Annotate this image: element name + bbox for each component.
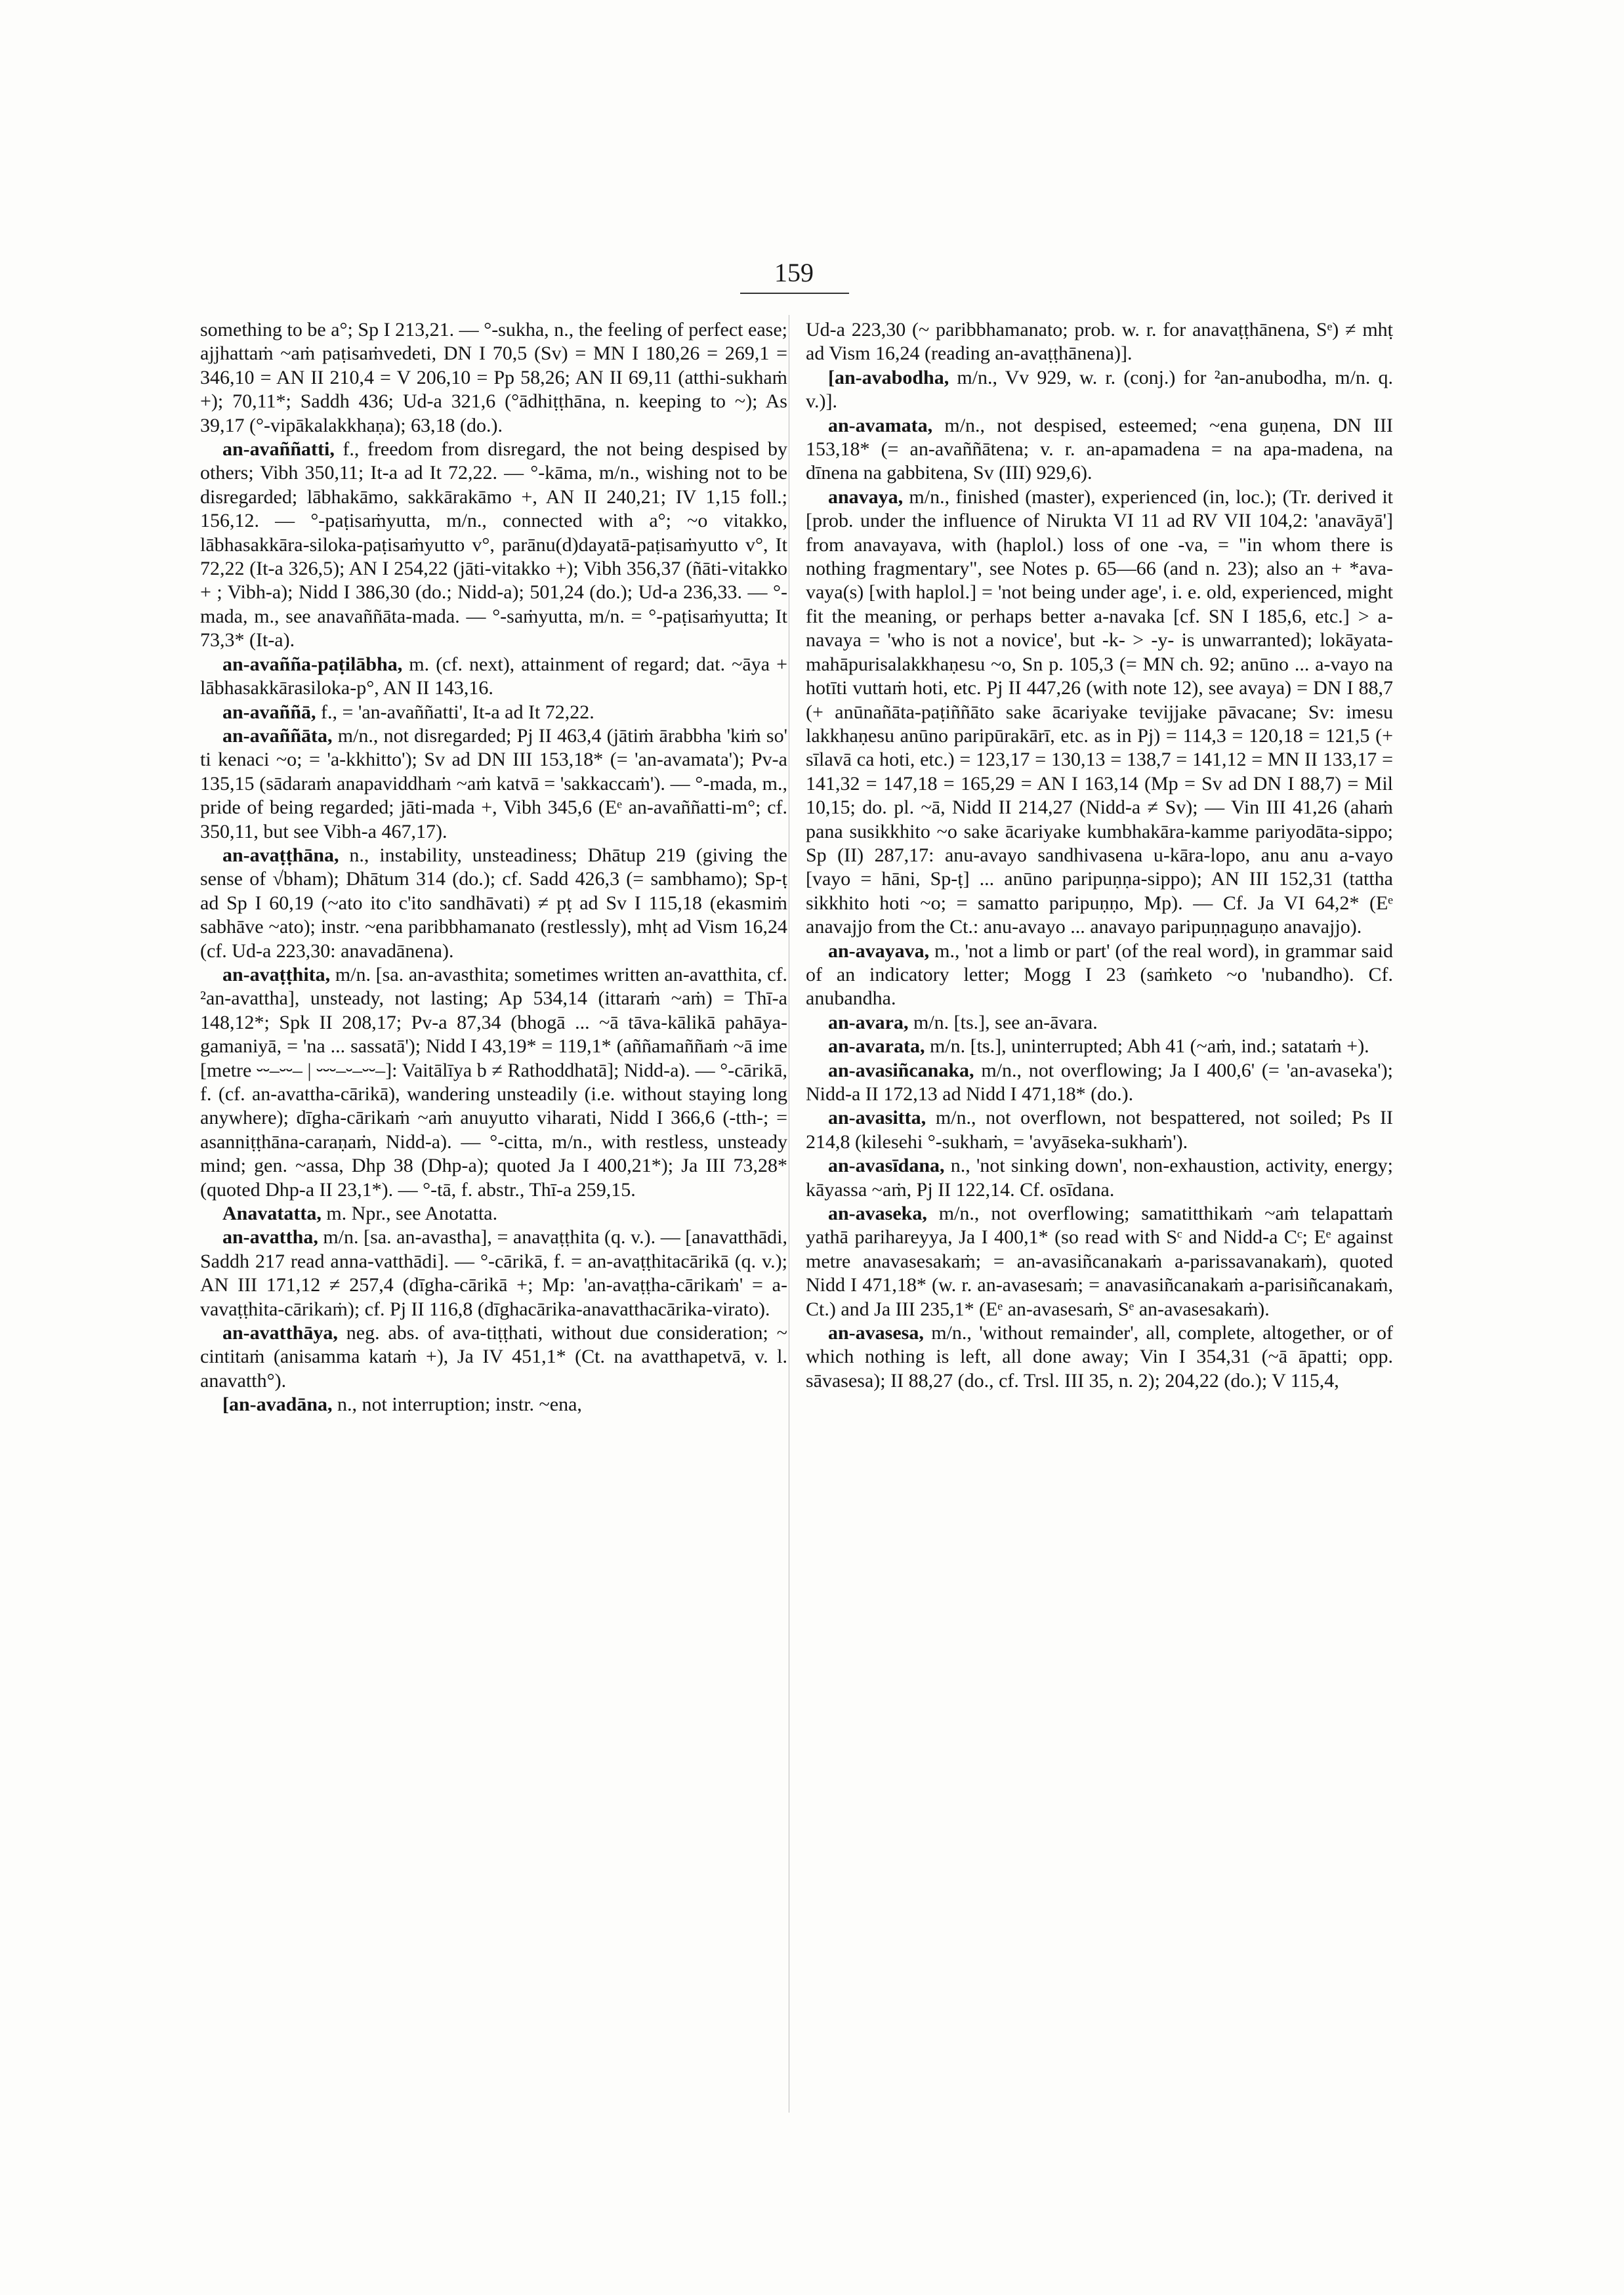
entry-headword: anavaya,: [828, 486, 904, 508]
entry-continuation: [806, 318, 1393, 366]
dictionary-entry: [200, 701, 787, 724]
entry-text: f., = 'an-avaññatti', It-a ad It 72,22.: [316, 701, 594, 723]
entry-headword: an-avasiñcanaka,: [828, 1059, 974, 1081]
entry-text: m/n., not overflowing; Ja I 400,6' (= 'an-avaseka'); Nidd-a II 172,13 ad Nidd I 471,18* (do.).: [806, 1059, 1393, 1105]
entry-text: m. Npr., see Anotatta.: [321, 1203, 498, 1225]
entry-headword: an-avarata,: [828, 1035, 925, 1058]
right-column: [806, 318, 1393, 2116]
entry-headword: Anavatatta,: [222, 1203, 322, 1225]
entry-text: m/n., not overflowing; samatitthikaṁ ~aṁ telapattaṁ yathā parihareyya, Ja I 400,1* (so read with Sᶜ and Nidd-a Cᶜ; Eᵉ against metre anavasesakaṁ; = an-avasiñcanakaṁ a-parissavanakaṁ), quoted Nidd I 471,18* (w. r. an-avasesaṁ; = anavasiñcanakaṁ a-parisiñcanakaṁ, Ct.) and Ja III 235,1* (Eᵉ an-avasesaṁ, Sᵉ an-avasesakaṁ).: [806, 1203, 1393, 1320]
entry-text: n., instability, unsteadiness; Dhātup 219 (giving the sense of √bham); Dhātum 314 (do.); cf. Sadd 426,3 (= sambhamo); Sp-ṭ ad Sp I 60,19 (~ato ito c'ito sandhāvati) ≠ pṭ ad Sv I 115,18 (ekasmiṁ sabhāve ~ato); instr. ~ena paribbhamanato (restlessly), mhṭ ad Vism 16,24 (cf. Ud-a 223,30: anavadānena).: [200, 844, 787, 962]
entry-text: m/n. [ts.], see an-āvara.: [908, 1011, 1098, 1033]
dictionary-entry: [200, 844, 787, 963]
entry-headword: an-avaññā,: [222, 701, 316, 723]
entry-text: n., 'not sinking down', non-exhaustion, activity, energy; kāyassa ~aṁ, Pj II 122,14. Cf. osīdana.: [806, 1155, 1393, 1201]
entry-text: m., 'not a limb or part' (of the real word), in grammar said of an indicatory letter; Mogg I 23 (saṁketo ~o 'nubandho). Cf. anubandha.: [806, 940, 1393, 1010]
entry-headword: an-avasīdana,: [828, 1155, 945, 1177]
entry-headword: an-avasesa,: [828, 1322, 924, 1344]
entry-headword: an-avasitta,: [828, 1107, 927, 1129]
entry-headword: an-avaṭṭhita,: [222, 963, 331, 985]
left-column: [200, 318, 787, 2116]
entry-text: m/n., not overflown, not bespattered, not soiled; Ps II 214,8 (kilesehi °-sukhaṁ, = 'avyāseka-sukhaṁ').: [806, 1107, 1393, 1153]
dictionary-entry: [806, 1011, 1393, 1035]
entry-headword: an-avamata,: [828, 414, 933, 436]
entry-headword: [an-avadāna,: [222, 1394, 333, 1416]
dictionary-entry: [200, 1202, 787, 1226]
entry-text: m/n., 'without remainder', all, complete, altogether, or of which nothing is left, all done away; Vin I 354,31 (~ā āpatti; opp. sāvasesa); II 88,27 (do., cf. Trsl. III 35, n. 2); 204,22 (do.); V 115,4,: [806, 1322, 1393, 1392]
dictionary-entry: [806, 1035, 1393, 1058]
dictionary-entry: [200, 1226, 787, 1321]
entry-text: n., not interruption; instr. ~ena,: [332, 1394, 582, 1416]
entry-headword: an-avara,: [828, 1011, 909, 1033]
entry-headword: an-avayava,: [828, 940, 930, 962]
entry-text: m/n. [ts.], uninterrupted; Abh 41 (~aṁ, ind.; satataṁ +).: [925, 1035, 1369, 1058]
dictionary-entry: [200, 438, 787, 653]
entry-text: f., freedom from disregard, the not being despised by others; Vibh 350,11; It-a ad It 72,22. — °-kāma, m/n., wishing not to be disregarded; lābhakāmo, sakkārakāmo +, AN II 240,21; IV 1,15 foll.; 156,12. — °-paṭisaṁyutta, m/n., connected with a°; ~o vitakko, lābhasakkāra-siloka-paṭisaṁyutto v°, parānu(d)dayatā-paṭisaṁyutto v°, It 72,22 (It-a 326,5); AN I 254,22 (jāti-vitakko +); Vibh 356,37 (ñāti-vitakko + ; Vibh-a); Nidd I 386,30 (do.; Nidd-a); 501,24 (do.); Ud-a 236,33. — °-mada, m., see anavaññāta-mada. — °-saṁyutta, m/n. = °-paṭisaṁyutta; It 73,3* (It-a).: [200, 438, 787, 651]
entry-text: neg. abs. of ava-tiṭṭhati, without due consideration; ~ cintitaṁ (anisamma kataṁ +), Ja IV 451,1* (Ct. na avatthapetvā, v. l. anavatth°).: [200, 1322, 787, 1392]
entry-text: m/n., Vv 929, w. r. (conj.) for ²an-anubodha, m/n. q. v.)].: [806, 366, 1393, 413]
dictionary-entry: [200, 963, 787, 1202]
entry-text: m/n. [sa. an-avasthita; sometimes written an-avatthita, cf. ²an-avattha], unsteady, not lasting; Ap 534,14 (ittaraṁ ~aṁ) = Thī-a 148,12*; Spk II 208,17; Pv-a 87,34 (bhogā ... ~ā tāva-kālikā pahāya-gamaniyā, = 'na ... sassatā'); Nidd I 43,19* = 119,1* (aññamaññaṁ ~ā ime [metre ⏑⏑–⏑⏑– | ⏑⏑⏑–⏑–⏑⏑–]: Vaitālīya b ≠ Rathoddhatā]; Nidd-a). — °-cārikā, f. (cf. an-avattha-cārikā), wandering unsteadily (i.e. without staying long anywhere); dīgha-cārikaṁ ~aṁ anuyutto viharati, Nidd I 366,6 (-tth-; = asanniṭṭhāna-caraṇaṁ, Nidd-a). — °-citta, m/n., with restless, unsteady mind; gen. ~assa, Dhp 38 (Dhp-a); quoted Ja I 400,21*); Ja III 73,28* (quoted Dhp-a II 23,1*). — °-tā, f. abstr., Thī-a 259,15.: [200, 963, 787, 1201]
dictionary-entry: [200, 1321, 787, 1393]
dictionary-entry: [200, 1393, 787, 1416]
dictionary-entry: [806, 1321, 1393, 1393]
dictionary-entry: [806, 940, 1393, 1011]
entry-headword: an-avañña-paṭilābha,: [222, 653, 403, 675]
dictionary-entry: [200, 653, 787, 701]
entry-continuation: [200, 318, 787, 438]
entry-headword: an-avatthāya,: [222, 1322, 338, 1344]
dictionary-entry: [806, 414, 1393, 486]
entry-headword: an-avaseka,: [828, 1203, 927, 1225]
dictionary-entry: [806, 366, 1393, 414]
page-number: 159: [774, 258, 814, 287]
dictionary-entry: [200, 724, 787, 844]
dictionary-entry: [806, 1202, 1393, 1321]
dictionary-entry: [806, 1059, 1393, 1107]
entry-headword: an-avaṭṭhāna,: [222, 844, 339, 866]
entry-headword: [an-avabodha,: [828, 366, 949, 388]
entry-text: m/n., not disregarded; Pj II 463,4 (jātiṁ ārabbha 'kiṁ so' ti kenaci ~o; = 'a-kkhitto'); Sv ad DN III 153,18* (= 'an-avamata'); Pv-a 135,15 (sādaraṁ anapaviddhaṁ ~aṁ katvā = 'sakkaccaṁ'). — °-mada, m., pride of being regarded; jāti-mada +, Vibh 345,6 (Eᵉ an-avaññatti-m°; cf. 350,11, but see Vibh-a 467,17).: [200, 724, 787, 842]
entry-text: m/n., finished (master), experienced (in, loc.); (Tr. derived it [prob. under the influence of Nirukta VI 11 ad RV VII 104,2: 'anavāyā'] from anavayava, with (haplol.) loss of one -va, = "in whom there is nothing fragmentary", see Notes p. 65—66 (and n. 23); also an + *ava-vaya(s) [with haplol.] = 'not being under age', i. e. old, experienced, might fit the meaning, or perhaps better a-navaka [cf. SN I 185,6, etc.] > a-navaya = 'who is not a novice', but -k- > -y- is unwarranted); lokāyata-mahāpurisalakkhaṇesu ~o, Sn p. 105,3 (= MN ch. 92; anūno ... a-vayo na hotīti vuttaṁ hoti, etc. Pj II 447,26 (with note 12), see avaya) = DN I 88,7 (+ anūnañāta-paṭiññāto sake ācariyake tevijjake pāvacane; Sv: imesu lakkhaṇesu anūno paripūrakārī, etc. as in Pj) = 114,3 = 120,18 = 121,5 (+ sīlavā ca hoti, etc.) = 123,17 = 130,13 = 138,7 = 141,12 = MN II 133,17 = 141,32 = 147,18 = 165,29 = AN I 163,14 (Mp = Sv ad DN I 88,7) = Mil 10,15; do. pl. ~ā, Nidd II 214,27 (Nidd-a ≠ Sv); — Vin III 41,26 (ahaṁ pana susikkhito ~o sake ācariyake kumbhakāra-kamme pariyodāta-sippo; Sp (II) 287,17: anu-avayo sandhivasena u-kāra-lopo, anu anu a-vayo [vayo = hāni, Sp-ṭ] ... anūno paripuṇṇa-sippo); AN III 152,31 (tattha sikkhito hoti ~o; = samatto paripuṇṇo, Mp). — Cf. Ja VI 64,2* (Eᵉ anavajjo from the Ct.: anu-avayo ... anavayo paripuṇṇaguṇo anavajjo).: [806, 486, 1393, 938]
entry-headword: an-avattha,: [222, 1226, 318, 1249]
entry-text: m/n. [sa. an-avastha], = anavaṭṭhita (q. v.). — [anavatthādi, Saddh 217 read anna-vatthādi]. — °-cārikā, f. = an-avaṭṭhitacārikā (q. v.); AN III 171,12 ≠ 257,4 (dīgha-cārikā +; Mp: 'an-avaṭṭha-cārikaṁ' = a-vavaṭṭhita-cārikaṁ); cf. Pj II 116,8 (dīghacārika-anavatthacārika-virato).: [200, 1226, 787, 1320]
entry-text: m. (cf. next), attainment of regard; dat. ~āya + lābhasakkārasiloka-p°, AN II 143,16.: [200, 653, 787, 699]
entry-headword: an-avaññatti,: [222, 438, 335, 461]
entry-text: Ud-a 223,30 (~ paribbhamanato; prob. w. r. for anavaṭṭhānena, Sᵉ) ≠ mhṭ ad Vism 16,24 (reading an-avaṭṭhānena)].: [806, 319, 1393, 365]
page-number-rule: [740, 293, 849, 294]
dictionary-entry: [806, 1106, 1393, 1154]
entry-text: something to be a°; Sp I 213,21. — °-sukha, n., the feeling of perfect ease; ajjhattaṁ ~aṁ paṭisaṁvedeti, DN I 70,5 (Sv) = MN I 180,26 = 269,1 = 346,10 = AN II 210,4 = V 206,10 = Pp 58,26; AN II 69,11 (atthi-sukhaṁ +); 70,11*; Saddh 436; Ud-a 321,6 (°ādhiṭṭhāna, n. keeping to ~); As 39,17 (°-vipākalakkhaṇa); 63,18 (do.).: [200, 319, 787, 436]
dictionary-entry: [806, 1154, 1393, 1202]
dictionary-entry: [806, 486, 1393, 940]
entry-text: m/n., not despised, esteemed; ~ena guṇena, DN III 153,18* (= an-avaññātena; v. r. an-apamadena = na apa-madena, na dīnena na gabbitena, Sv (III) 929,6).: [806, 414, 1393, 484]
entry-headword: an-avaññāta,: [222, 724, 333, 747]
